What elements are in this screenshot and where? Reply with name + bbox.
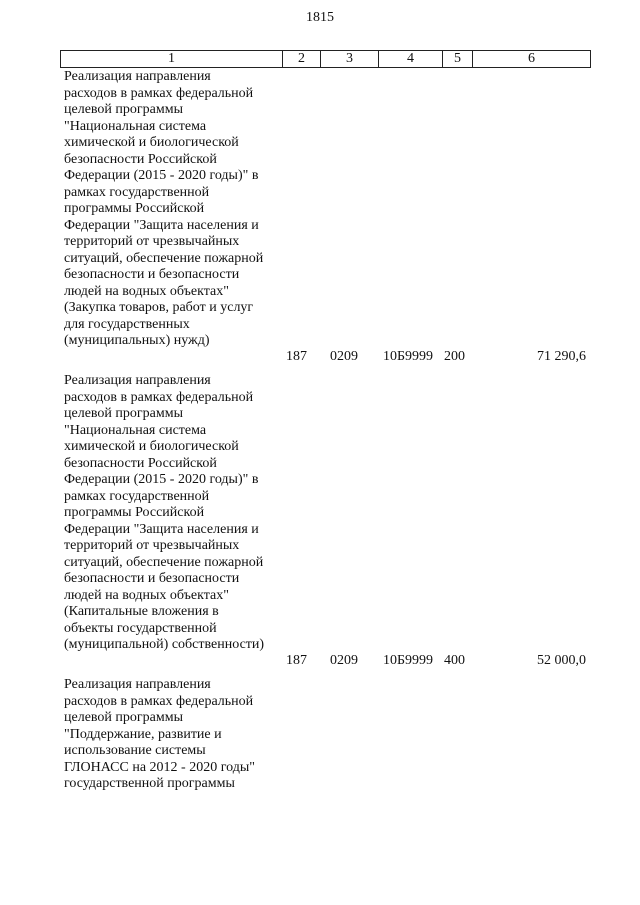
section-code: 0209	[330, 348, 358, 364]
header-col-1: 1	[61, 51, 283, 68]
header-col-2: 2	[283, 51, 321, 68]
amount-value: 71 290,6	[537, 348, 586, 364]
target-article-code: 10Б9999	[383, 652, 434, 668]
ministry-code: 187	[286, 348, 307, 364]
expense-type-code: 400	[444, 652, 465, 668]
section-code: 0209	[330, 652, 358, 668]
ministry-code: 187	[286, 652, 307, 668]
row-description: Реализация направления расходов в рамках федеральной целевой программы "Поддержание, развитие и использование системы ГЛОНАСС на 2012 - 2020 годы" государственной программы	[64, 677, 255, 791]
target-article-code: 10Б9999	[383, 348, 434, 364]
header-col-5: 5	[443, 51, 473, 68]
header-col-3: 3	[321, 51, 379, 68]
amount-value: 52 000,0	[537, 652, 586, 668]
header-col-6: 6	[473, 51, 591, 68]
row-description: Реализация направления расходов в рамках федеральной целевой программы "Национальная система химической и биологической безопасности Российской Федерации (2015 - 2020 годы)" в рамках государственной программы Российской Федерации "Защита населения и территорий от чрезвычайных ситуаций, обеспечение пожарной безопасности и безопасности людей на водных объектах" (Капитальные вложения в объекты государственной (муниципальной) собственности)	[64, 373, 265, 652]
table-row	[60, 69, 590, 365]
table-row	[60, 373, 590, 669]
row-description: Реализация направления расходов в рамках федеральной целевой программы "Национальная система химической и биологической безопасности Российской Федерации (2015 - 2020 годы)" в рамках государственной программы Российской Федерации "Защита населения и территорий от чрезвычайных ситуаций, обеспечение пожарной безопасности и безопасности людей на водных объектах" (Закупка товаров, работ и услуг для государственных (муниципальных) нужд)	[64, 69, 264, 348]
table-row	[60, 677, 590, 799]
page-number: 1815	[306, 10, 334, 25]
header-col-4: 4	[379, 51, 443, 68]
expense-type-code: 200	[444, 348, 465, 364]
table-header	[60, 50, 591, 68]
